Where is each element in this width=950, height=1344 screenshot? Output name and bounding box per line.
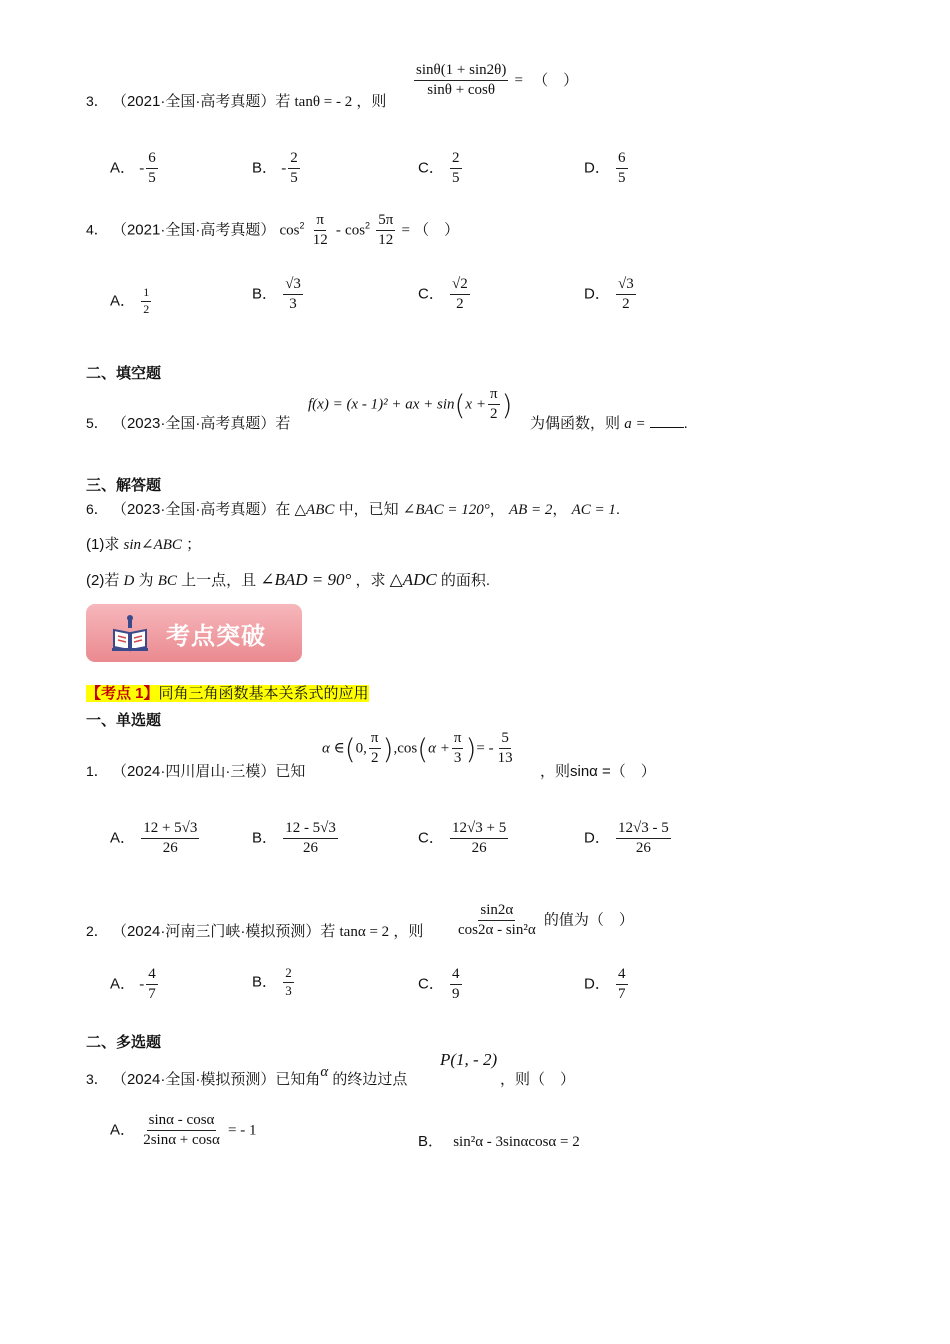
option-sign: - [281, 160, 287, 177]
even-function-text: 为偶函数，则 [530, 415, 621, 432]
question-number: 4． [86, 221, 108, 238]
function-expression: f(x) = (x - 1)² + ax + sin [308, 396, 455, 413]
triangle-abc: △ABC [294, 502, 335, 518]
b-question-3 [86, 1064, 408, 1089]
option-denominator: 2 [622, 296, 630, 313]
question-5-suffix [530, 412, 688, 433]
option-numerator: 4 [616, 966, 628, 985]
question-3 [86, 90, 386, 111]
b3-option-b[interactable] [418, 1130, 580, 1151]
option-label: D． [584, 285, 610, 303]
equals-sign: = [401, 222, 410, 239]
expr-denominator: cos2α - sin²α [458, 922, 536, 939]
q4-option-c[interactable] [418, 276, 472, 314]
key-point-tag: 【考点 1】 [86, 685, 159, 702]
twelve-denominator: 12 [378, 232, 394, 249]
book-icon [110, 614, 150, 654]
question-5-prefix [86, 412, 290, 433]
option-denominator: 26 [471, 840, 487, 857]
option-numerator: 4 [450, 966, 462, 985]
minus-sign: - [335, 222, 341, 239]
option-numerator: √3 [283, 276, 303, 295]
side-ac: AC = 1 [571, 502, 616, 518]
b-question-1-prefix [86, 760, 305, 781]
option-label: B． [252, 973, 278, 991]
cos-text: cos [279, 222, 300, 239]
option-denominator: 5 [452, 170, 460, 187]
expr-numerator: sinθ(1 + sin2θ) [414, 62, 508, 81]
q3-option-c[interactable] [418, 150, 464, 188]
comma: ， [489, 501, 505, 518]
angle-bad: ∠BAD = 90° [260, 570, 352, 589]
q3-option-a[interactable] [110, 150, 160, 188]
b2-option-c[interactable] [418, 966, 464, 1004]
pi-numerator: π [488, 386, 500, 405]
condition: tanα = 2 [339, 924, 390, 940]
section-solve: 三、解答题 [86, 477, 162, 494]
question-source: （2024·四川眉山·三模）已知 [111, 763, 306, 780]
question-number: 6． [86, 501, 108, 517]
b1-option-c[interactable] [418, 820, 510, 858]
given-text: 中，已知 [338, 501, 399, 518]
thirteen-denominator: 13 [497, 750, 513, 767]
semicolon: ； [186, 536, 202, 553]
option-denominator: 5 [148, 170, 156, 187]
angle-bac: ∠BAC = 120° [402, 502, 490, 518]
question-number: 5． [86, 415, 108, 431]
then-text: ，则 [356, 93, 387, 110]
cos-argument: α + [428, 740, 450, 757]
sin-abc: sin∠ABC [123, 537, 182, 553]
option-denominator: 7 [618, 986, 626, 1003]
option-denominator: 5 [290, 170, 298, 187]
option-denominator: 7 [148, 986, 156, 1003]
question-source: （2023·全国·高考真题）在 [111, 501, 291, 518]
option-rhs: = - 1 [228, 1122, 257, 1139]
point-p: P(1, - 2) [440, 1050, 498, 1069]
question-number: 3． [86, 93, 108, 109]
pi-numerator: π [452, 730, 464, 749]
option-denominator: 3 [285, 982, 292, 998]
q3-option-b[interactable] [252, 150, 302, 188]
question-number: 2． [86, 923, 108, 939]
option-label: D． [584, 159, 610, 177]
question-5-formula: f(x) = (x - 1)² + ax + sin(x + $\frac{\pi}{2}$ ) [308, 386, 513, 423]
side-ab: AB = 2 [508, 502, 553, 518]
question-source: （2021·全国·高考真题）若 [111, 93, 291, 110]
option-numerator: 12 + 5√3 [141, 820, 199, 839]
is-text: 为 [138, 572, 154, 589]
pi-numerator: π [314, 212, 326, 231]
option-label: B． [252, 829, 278, 847]
b1-option-a[interactable] [110, 820, 201, 858]
question-6-part-1 [86, 533, 201, 554]
option-label: C． [418, 285, 444, 303]
terminal-side-text: 的终边过点 [332, 1071, 408, 1088]
cos-text: cos [345, 222, 366, 239]
option-label: D． [584, 975, 610, 993]
question-source: （2024·河南三门峡·模拟预测）若 [111, 923, 336, 940]
option-denominator: 9 [452, 986, 460, 1003]
option-numerator: 6 [146, 150, 158, 169]
square-sup: 2 [365, 220, 371, 231]
question-number: 3． [86, 1071, 108, 1087]
expr-numerator: sin2α [478, 902, 515, 921]
three-denominator: 3 [453, 750, 462, 767]
answer-paren: （ ） [414, 221, 460, 239]
triangle-adc: △ADC [389, 570, 437, 589]
question-4 [86, 212, 459, 250]
option-numerator: 12√3 - 5 [616, 820, 671, 839]
question-source: （2021·全国·高考真题） [111, 221, 276, 239]
option-numerator: 1 [141, 286, 151, 302]
option-sign: - [139, 160, 145, 177]
question-number: 1． [86, 763, 108, 779]
option-label: A． [110, 829, 136, 847]
b-question-2-prefix [86, 920, 423, 941]
question-3-expression [412, 62, 578, 100]
question-source: （2023·全国·高考真题）若 [111, 415, 291, 432]
question-6-part-2 [86, 569, 490, 590]
point-on-text: 上一点，且 [181, 572, 257, 589]
two-denominator: 2 [370, 750, 379, 767]
option-label: C． [418, 975, 444, 993]
b1-option-b[interactable] [252, 820, 340, 858]
segment-bc: BC [157, 573, 177, 589]
cos-text: ,cos [393, 740, 418, 757]
square-sup: 2 [299, 220, 305, 231]
period: . [615, 501, 621, 518]
option-denominator: 2 [456, 296, 464, 313]
key-point-title: 同角三角函数基本关系式的应用 [158, 685, 369, 702]
comma: ， [552, 501, 568, 518]
twelve-denominator: 12 [312, 232, 328, 249]
alpha-symbol: α [320, 1064, 329, 1080]
answer-paren: （ ） [533, 71, 579, 89]
b-question-3-suffix: ，则（ ） [500, 1071, 576, 1088]
two-denominator: 2 [489, 406, 498, 423]
answer-blank[interactable] [650, 427, 684, 428]
a-equals: a = [624, 416, 646, 432]
option-denominator: 2sinα + cosα [143, 1132, 220, 1149]
option-label: B． [252, 285, 278, 303]
option-numerator: √3 [616, 276, 636, 295]
sin-argument: x + [465, 396, 486, 413]
option-numerator: 12√3 + 5 [450, 820, 508, 839]
q3-option-d[interactable] [584, 150, 630, 188]
banner-title: 考点突破 [166, 622, 266, 650]
option-sign: - [139, 976, 145, 993]
condition: tanθ = - 2 [294, 94, 353, 110]
expr-denominator: sinθ + cosθ [427, 82, 496, 99]
option-numerator: √2 [450, 276, 470, 295]
option-denominator: 26 [303, 840, 319, 857]
area-text: 的面积. [440, 572, 491, 589]
b-question-1-suffix: ，则sinα =（ ） [540, 763, 656, 780]
equals-sign: = [514, 72, 523, 89]
q4-option-a[interactable] [110, 286, 153, 317]
option-label: A． [110, 159, 136, 177]
find-text: ，求 [355, 572, 386, 589]
option-numerator: sinα - cosα [147, 1112, 217, 1131]
point-d: D [123, 573, 135, 589]
period: . [683, 415, 688, 432]
option-numerator: 6 [616, 150, 628, 169]
then-text: ，则 [393, 923, 424, 940]
alpha-in: α ∈ [322, 740, 345, 757]
equals-minus: = - [476, 740, 494, 757]
option-denominator: 3 [289, 296, 297, 313]
q4-option-b[interactable] [252, 276, 305, 314]
option-denominator: 26 [635, 840, 651, 857]
value-text: 的值为（ ） [543, 911, 634, 929]
option-label: C． [418, 159, 444, 177]
pi-numerator: π [369, 730, 381, 749]
option-numerator: 4 [146, 966, 158, 985]
b1-option-d[interactable] [584, 820, 673, 858]
option-label: B． [418, 1133, 444, 1150]
q4-option-d[interactable] [584, 276, 638, 314]
part-2-label: (2)若 [86, 572, 120, 589]
option-label: C． [418, 829, 444, 847]
option-numerator: 2 [450, 150, 462, 169]
question-source: （2024·全国·模拟预测）已知角 [111, 1071, 321, 1088]
option-label: D． [584, 829, 610, 847]
option-denominator: 26 [162, 840, 178, 857]
option-label: A． [110, 975, 136, 993]
five-numerator: 5 [499, 730, 511, 749]
b3-option-a[interactable] [110, 1112, 257, 1150]
option-denominator: 2 [143, 301, 150, 316]
option-numerator: 2 [283, 966, 294, 983]
part-1-label: (1)求 [86, 536, 120, 553]
option-label: B． [252, 159, 278, 177]
section-fill-blank: 二、填空题 [86, 365, 162, 382]
zero: 0, [355, 740, 367, 757]
option-label: A． [110, 292, 136, 310]
b2-option-a[interactable] [110, 966, 160, 1004]
b2-option-d[interactable] [584, 966, 630, 1004]
option-numerator: 2 [288, 150, 300, 169]
option-expression: sin²α - 3sinαcosα = 2 [453, 1134, 580, 1150]
key-points-banner [86, 604, 302, 662]
section-single-choice: 一、单选题 [86, 712, 162, 729]
key-point-1-heading [86, 682, 369, 703]
b2-option-b[interactable] [252, 966, 296, 999]
option-label: A． [110, 1121, 136, 1139]
five-pi-numerator: 5π [376, 212, 395, 231]
question-6 [86, 498, 620, 519]
section-multiple-choice: 二、多选题 [86, 1034, 162, 1051]
b-question-2-expression [454, 902, 634, 940]
option-denominator: 5 [618, 170, 626, 187]
option-numerator: 12 - 5√3 [283, 820, 338, 839]
b-question-1-formula: α ∈(0, $\frac{\pi}{2}$ ),cos(α + $\frac{\pi}{3}$ )= - $\frac{5}{13}$ [322, 730, 513, 767]
